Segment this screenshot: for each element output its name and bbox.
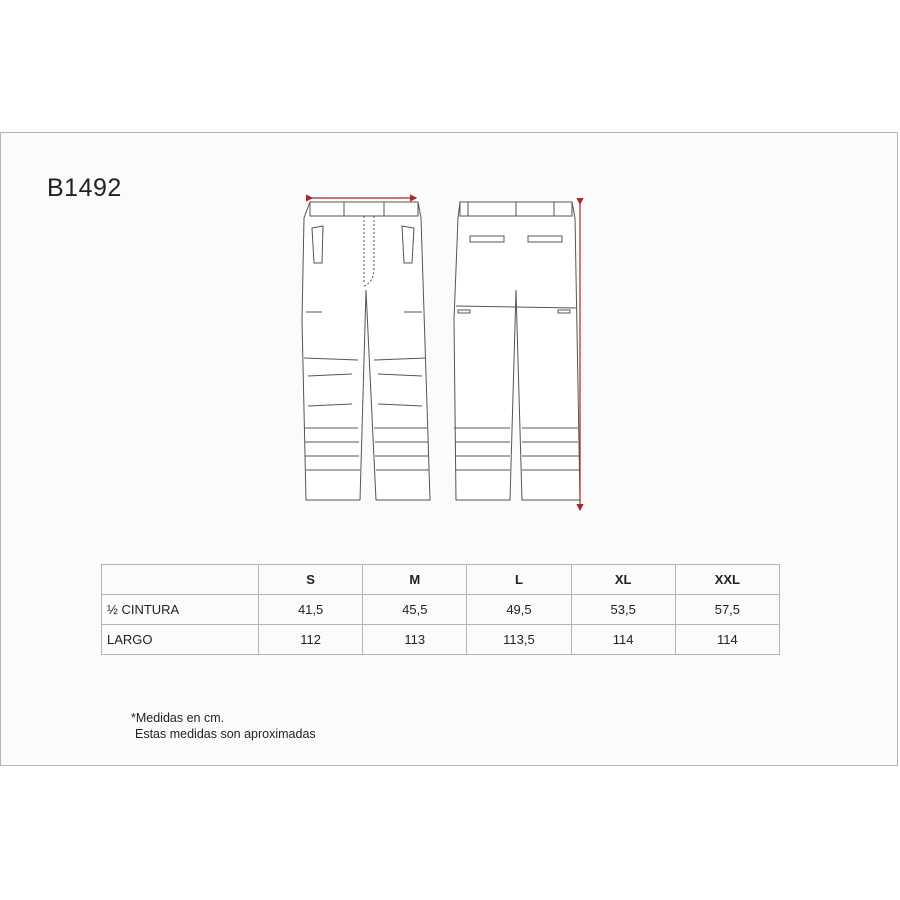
corner-cell <box>102 565 259 595</box>
table-row <box>102 595 780 625</box>
table-row <box>102 625 780 655</box>
table-cell: 113 <box>363 625 467 655</box>
table-cell: 45,5 <box>363 595 467 625</box>
trousers-technical-drawing <box>290 190 600 520</box>
front-view <box>302 202 430 500</box>
size-header: M <box>363 565 467 595</box>
table-cell: 114 <box>571 625 675 655</box>
size-header: L <box>467 565 571 595</box>
table-cell: 41,5 <box>259 595 363 625</box>
table-cell: 57,5 <box>675 595 779 625</box>
size-table <box>101 564 780 655</box>
row-label: ½ CINTURA <box>102 595 259 625</box>
table-cell: 112 <box>259 625 363 655</box>
measurement-notes <box>131 710 316 742</box>
table-cell: 53,5 <box>571 595 675 625</box>
back-view <box>454 202 580 500</box>
note-units: *Medidas en cm. <box>131 711 225 725</box>
size-header-row <box>102 565 780 595</box>
size-header: XL <box>571 565 675 595</box>
table-cell: 49,5 <box>467 595 571 625</box>
product-code: B1492 <box>47 174 122 202</box>
table-cell: 113,5 <box>467 625 571 655</box>
size-header: XXL <box>675 565 779 595</box>
table-cell: 114 <box>675 625 779 655</box>
row-label: LARGO <box>102 625 259 655</box>
note-approximate: Estas medidas son aproximadas <box>135 727 316 741</box>
size-header: S <box>259 565 363 595</box>
